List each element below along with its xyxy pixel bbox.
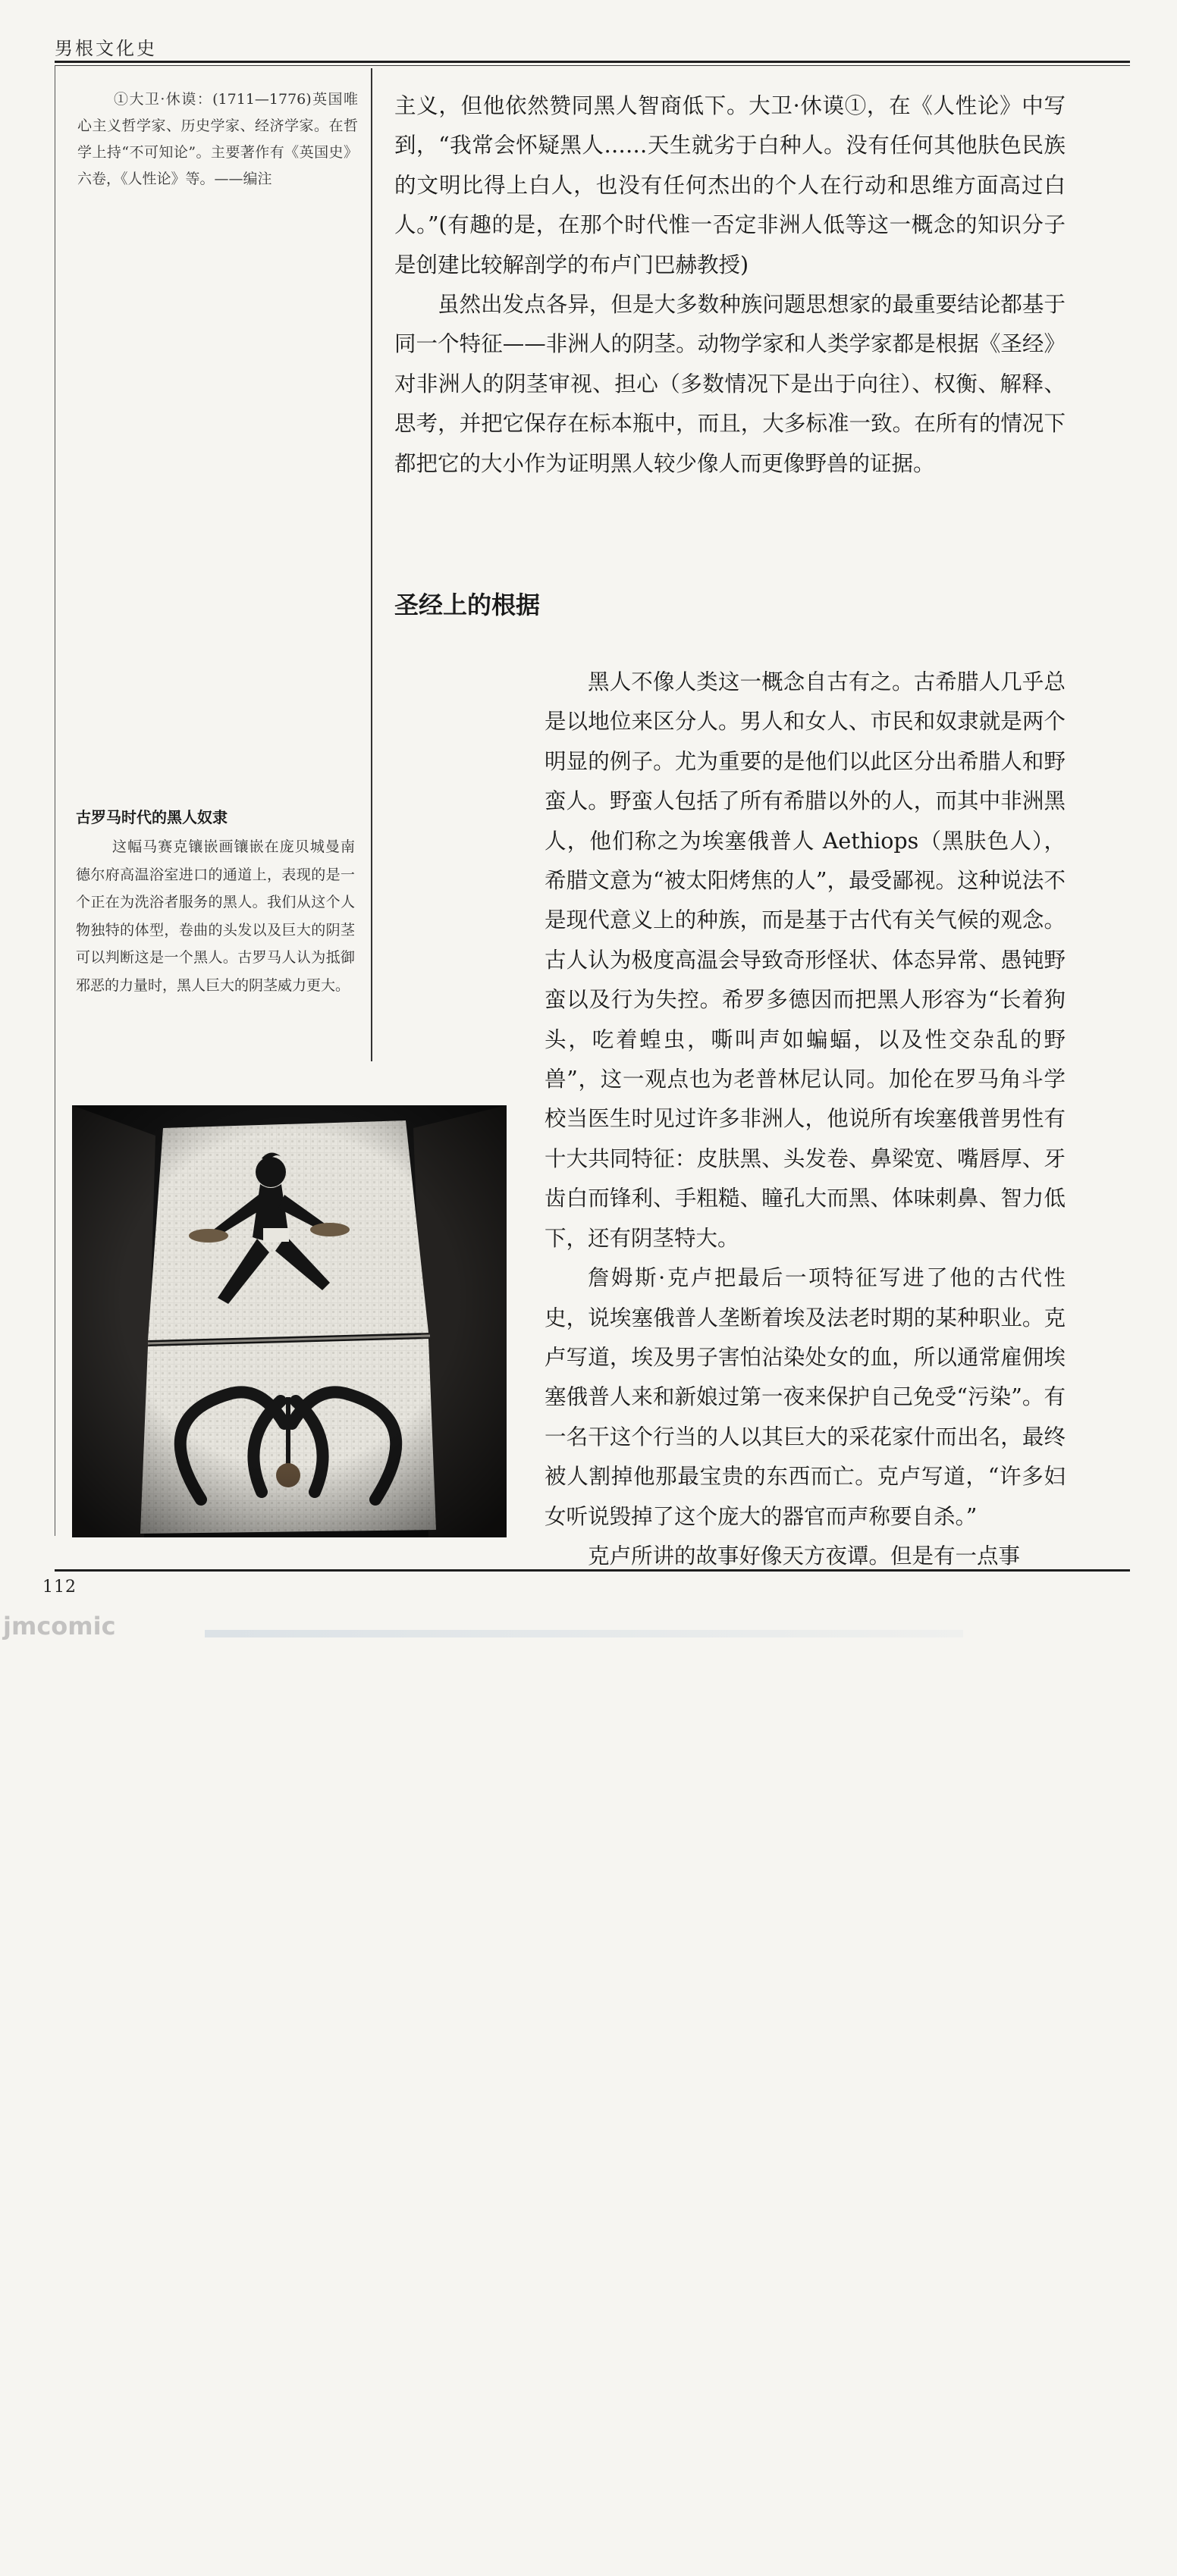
section-title: 圣经上的根据 [394, 591, 541, 619]
paragraph-5: 克卢所讲的故事好像天方夜谭。但是有一点事 [588, 1543, 1021, 1568]
mosaic-illustration [72, 1105, 507, 1537]
site-watermark [0, 1612, 159, 1642]
svg-text:jmcomic: jmcomic [3, 1612, 116, 1641]
mosaic-photo [72, 1105, 507, 1537]
image-caption [76, 806, 355, 999]
running-header: 男根文化史 [55, 38, 157, 59]
header-rule [55, 61, 1130, 63]
paragraph-4: 詹姆斯·克卢把最后一项特征写进了他的古代性史，说埃塞俄普人垄断着埃及法老时期的某种职业。克卢写道，埃及男子害怕沾染处女的血，所以通常雇佣埃塞俄普人来和新娘过第一夜来保护自己免受“污染”。有一名干这个行当的人以其巨大的采花家什而出名，最终被人割掉他那最宝贵的东西而亡。克卢写道，“许多妇女听说毁掉了这个庞大的器官而声称要自杀。” [545, 1265, 1066, 1529]
column-divider [371, 68, 372, 1061]
footer-rule [55, 1569, 1130, 1572]
caption-title: 古罗马时代的黑人奴隶 [76, 808, 228, 826]
page-number: 112 [42, 1578, 77, 1597]
caption-body: 这幅马赛克镶嵌画镶嵌在庞贝城曼南德尔府高温浴室进口的通道上，表现的是一个正在为洗浴者服务的黑人。我们从这个人物独特的体型，卷曲的头发以及巨大的阴茎可以判断这是一个黑人。古罗马人认为抵御邪恶的力量时，黑人巨大的阴茎威力更大。 [76, 838, 355, 994]
main-text-top [394, 86, 1066, 484]
paragraph-3: 黑人不像人类这一概念自古有之。古希腊人几乎总是以地位来区分人。男人和女人、市民和奴隶就是两个明显的例子。尤为重要的是他们以此区分出希腊人和野蛮人。野蛮人包括了所有希腊以外的人，而其中非洲黑人，他们称之为埃塞俄普人 Aethiops（黑肤色人），希腊文意为“被太阳烤焦的人”，最受鄙视。这种说法不是现代意义上的种族，而是基于古代有关气候的观念。古人认为极度高温会导致奇形怪状、体态异常、愚钝野蛮以及行为失控。希罗多德因而把黑人形容为“长着狗头，吃着蝗虫，嘶叫声如蝙蝠，以及性交杂乱的野兽”，这一观点也为老普林尼认同。加伦在罗马角斗学校当医生时见过许多非洲人，他说所有埃塞俄普男性有十大共同特征：皮肤黑、头发卷、鼻梁宽、嘴唇厚、牙齿白而锋利、手粗糙、瞳孔大而黑、体味刺鼻、智力低下，还有阴茎特大。 [545, 669, 1066, 1251]
paragraph-2: 虽然出发点各异，但是大多数种族问题思想家的最重要结论都基于同一个特征——非洲人的阴茎。动物学家和人类学家都是根据《圣经》对非洲人的阴茎审视、担心（多数情况下是出于向往）、权衡、解释、思考，并把它保存在标本瓶中，而且，大多标准一致。在所有的情况下都把它的大小作为证明黑人较少像人而更像野兽的证据。 [394, 292, 1066, 476]
main-text-body [394, 663, 1066, 2576]
footnote: ①大卫·休谟：(1711—1776)英国唯心主义哲学家、历史学家、经济学家。在哲学上持“不可知论”。主要著作有《英国史》六卷，《人性论》等。——编注 [77, 91, 358, 187]
watermark-logo [0, 1612, 159, 1642]
header-rule-thin [55, 65, 1130, 66]
scan-artifact [205, 1630, 963, 1637]
paragraph-1: 主义，但他依然赞同黑人智商低下。大卫·休谟①，在《人性论》中写到，“我常会怀疑黑人……天生就劣于白种人。没有任何其他肤色民族的文明比得上白人，也没有任何杰出的个人在行动和思维方面高过白人。”(有趣的是，在那个时代惟一否定非洲人低等这一概念的知识分子是创建比较解剖学的布卢门巴赫教授) [394, 93, 1066, 277]
